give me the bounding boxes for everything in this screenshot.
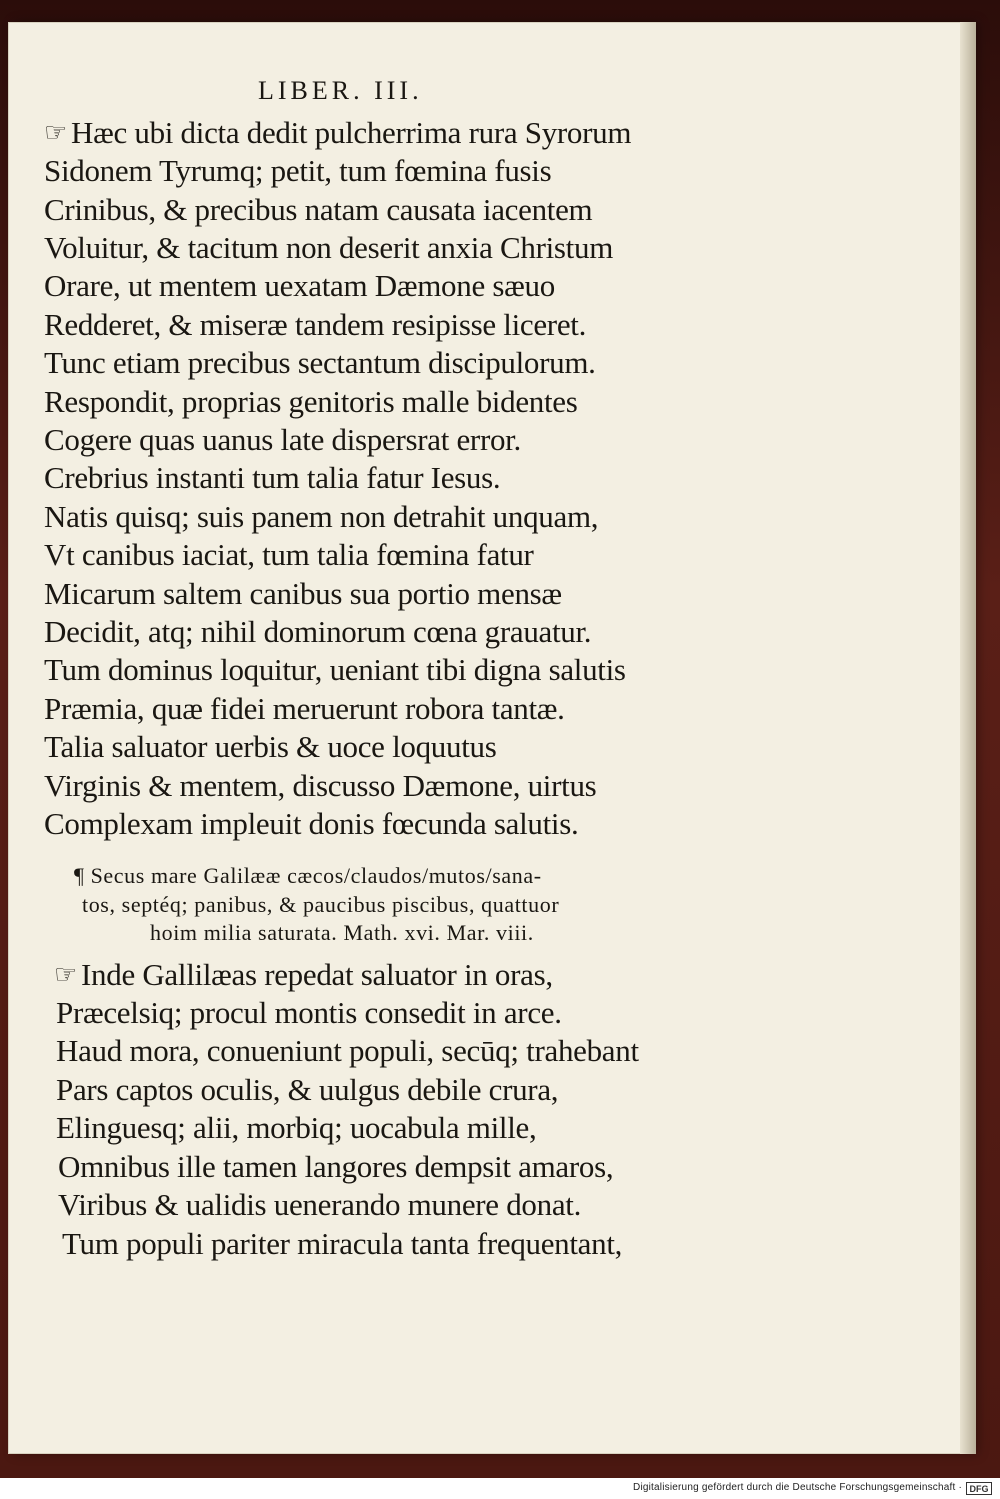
verse-line: Talia saluator uerbis & uoce loquutus	[44, 729, 497, 764]
verse-line: Micarum saltem canibus sua portio mensæ	[44, 576, 562, 611]
verse-line: Elinguesq; alii, morbiq; uocabula mille,	[56, 1110, 537, 1145]
verse-line: Haud mora, conueniunt populi, secūq; trahebant	[56, 1033, 639, 1068]
pointing-hand-icon: ☞	[44, 118, 68, 147]
verse-line: Omnibus ille tamen langores dempsit amaros,	[58, 1149, 614, 1184]
rubric-line: ¶ Secus mare Galilææ cæcos/claudos/mutos/sana-	[74, 863, 542, 888]
verse-line: Decidit, atq; nihil dominorum cœna grauatur.	[44, 614, 592, 649]
rubric-line: hoim milia saturata. Math. xvi. Mar. viii.	[150, 920, 534, 945]
verse-line: Tum dominus loquitur, ueniant tibi digna salutis	[44, 652, 626, 687]
verse-line: Cogere quas uanus late dispersrat error.	[44, 422, 521, 457]
verse-line: ☞ Hæc ubi dicta dedit pulcherrima rura Syrorum	[44, 115, 632, 150]
dfg-logo: DFG	[966, 1482, 992, 1495]
verse-line: Vt canibus iaciat, tum talia fœmina fatur	[44, 537, 534, 572]
verse-line: Virginis & mentem, discusso Dæmone, uirtus	[44, 768, 597, 803]
verse-line: ☞ Inde Gallilæas repedat saluator in oras,	[54, 957, 553, 992]
verse-line: Complexam impleuit donis fœcunda salutis.	[44, 806, 579, 841]
verse-line: Crebrius instanti tum talia fatur Iesus.	[44, 460, 501, 495]
verse-line: Natis quisq; suis panem non detrahit unquam,	[44, 499, 599, 534]
running-head: LIBER. III.	[258, 76, 423, 105]
verse-line: Respondit, proprias genitoris malle bidentes	[44, 384, 578, 419]
verse-line: Præmia, quæ fidei meruerunt robora tantæ.	[44, 691, 565, 726]
verse-line: Tunc etiam precibus sectantum discipulorum.	[44, 345, 596, 380]
verse-line: Præcelsiq; procul montis consedit in arce.	[56, 995, 562, 1030]
rubric-line: tos, septéq; panibus, & paucibus piscibus, quattuor	[82, 892, 560, 917]
page-edge	[960, 22, 976, 1454]
footer-credit: Digitalisierung gefördert durch die Deutsche Forschungsgemeinschaft ·	[633, 1482, 962, 1493]
pointing-hand-icon: ☞	[54, 960, 78, 989]
verse-line: Viribus & ualidis uenerando munere donat.	[58, 1187, 582, 1222]
verse-line: Redderet, & miseræ tandem resipisse liceret.	[44, 307, 587, 342]
verse-line: Sidonem Tyrumq; petit, tum fœmina fusis	[44, 153, 552, 188]
verse-line: Tum populi pariter miracula tanta frequentant,	[62, 1226, 623, 1261]
footer-bar	[0, 1478, 1000, 1499]
verse-line: Pars captos oculis, & uulgus debile crura,	[56, 1072, 559, 1107]
pilcrow-icon: ¶	[74, 863, 85, 888]
verse-line: Crinibus, & precibus natam causata iacentem	[44, 192, 593, 227]
verse-line: Orare, ut mentem uexatam Dæmone sæuo	[44, 268, 555, 303]
verse-line: Voluitur, & tacitum non deserit anxia Christum	[44, 230, 614, 265]
